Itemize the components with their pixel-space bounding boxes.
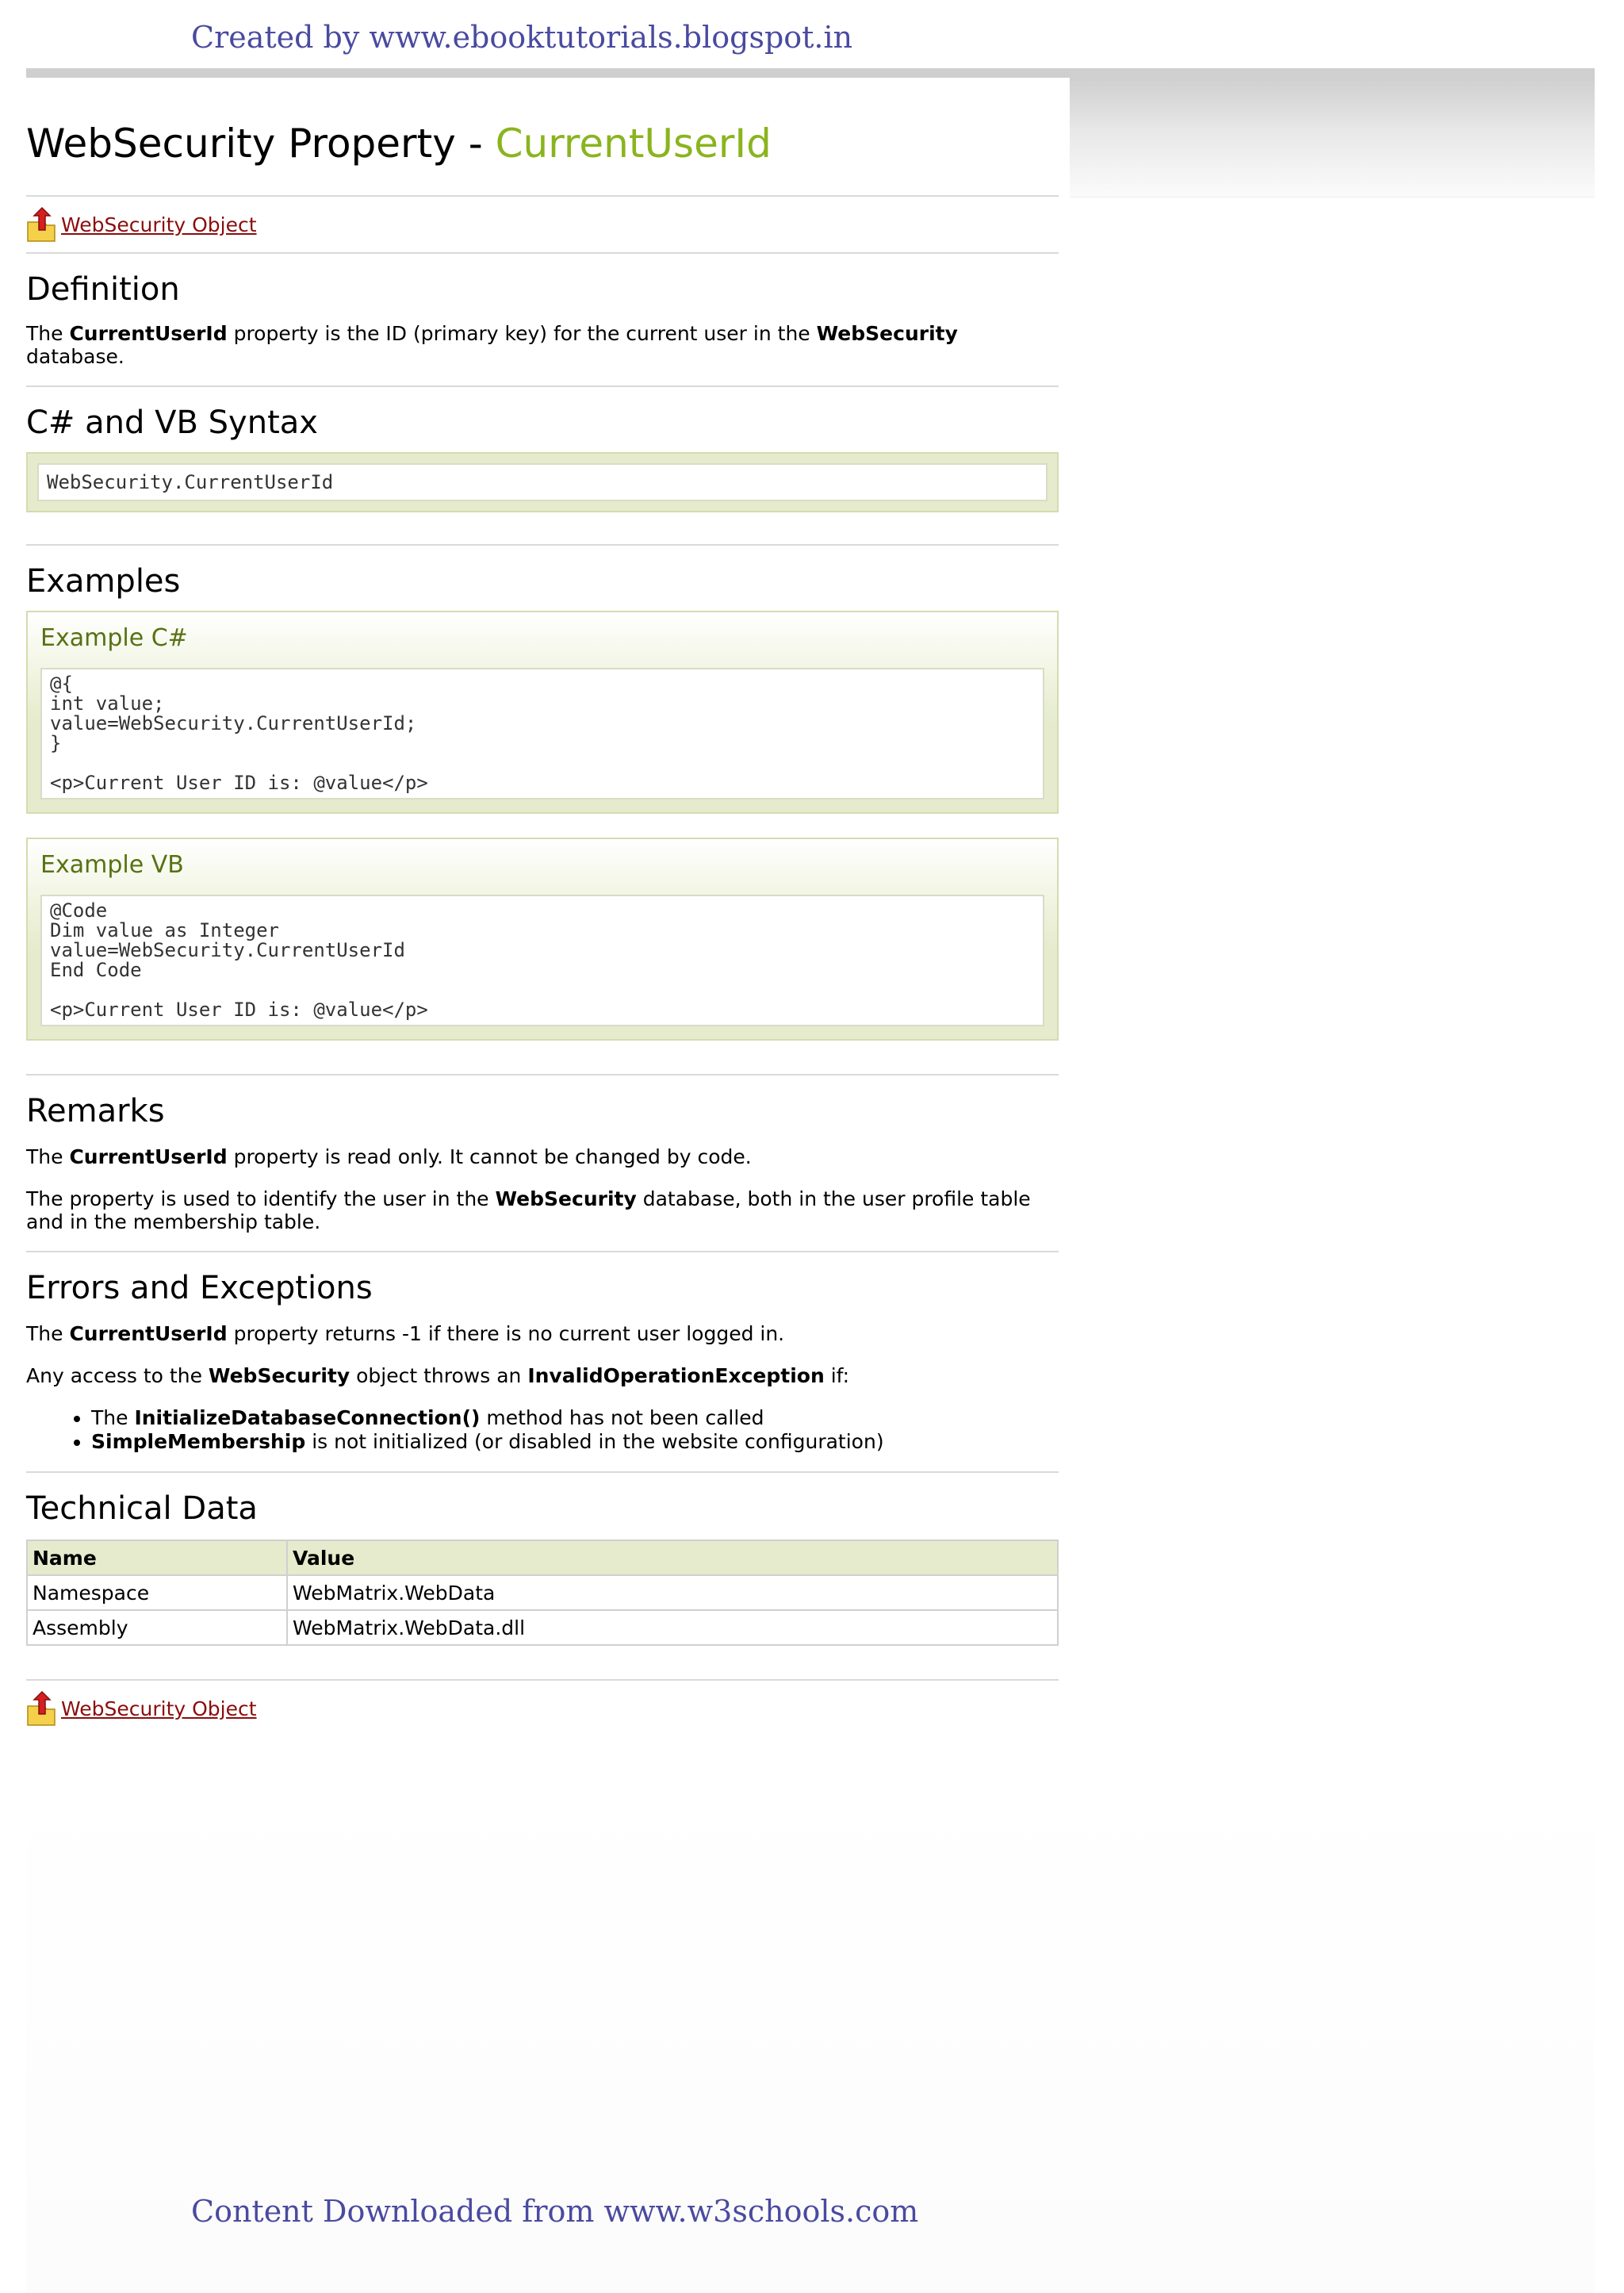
technical-section [26,1473,1059,1646]
watermark-bottom: Content Downloaded from www.w3schools.com [191,2194,919,2229]
example-vb [26,838,1059,1041]
remarks-text-2: The property is used to identify the user in the WebSecurity database, both in the user profile table and in the membership table. [26,1187,1031,1233]
definition-text: The CurrentUserId property is the ID (primary key) for the current user in the WebSecurity database. [26,322,958,368]
websecurity-object-link[interactable]: WebSecurity Object [61,213,257,236]
column-header-name: Name [27,1540,287,1575]
errors-text-1: The CurrentUserId property returns -1 if there is no current user logged in. [26,1322,785,1345]
syntax-section [26,387,1059,512]
errors-heading: Errors and Exceptions [26,1270,373,1306]
table-cell: Assembly [27,1610,287,1645]
right-gradient-panel [1070,78,1595,197]
page-title-accent: CurrentUserId [495,121,772,167]
definition-heading: Definition [26,271,180,308]
table-row [27,1575,1058,1610]
watermark-top: Created by www.ebooktutorials.blogspot.in [191,20,853,55]
table-cell: Namespace [27,1575,287,1610]
example-csharp-title: Example C# [40,624,188,652]
top-bar [26,68,1595,78]
table-row [27,1610,1058,1645]
technical-table [26,1540,1059,1646]
example-csharp-code: @{ int value; value=WebSecurity.CurrentUserId; } <p>Current User ID is: @value</p> [40,668,1044,799]
examples-section [26,546,1059,1041]
remarks-section [26,1076,1059,1233]
table-cell: WebMatrix.WebData.dll [287,1610,1058,1645]
nav-link-top[interactable] [26,197,1059,252]
example-vb-title: Example VB [40,851,184,879]
main-content [26,78,1059,1736]
example-vb-code: @Code Dim value as Integer value=WebSecurity.CurrentUserId End Code <p>Current User ID is: @value</p> [40,895,1044,1026]
column-header-value: Value [287,1540,1058,1575]
remarks-heading: Remarks [26,1093,165,1129]
page-title: WebSecurity Property - CurrentUserId [26,121,772,167]
definition-section [26,254,1059,368]
examples-heading: Examples [26,563,181,600]
list-item: • SimpleMembership is not initialized (or disabled in the website configuration) [91,1430,1059,1454]
nav-link-bottom[interactable] [26,1681,1059,1736]
folder-up-icon [26,206,56,243]
syntax-heading: C# and VB Syntax [26,405,318,441]
table-header-row [27,1540,1058,1575]
syntax-box [26,452,1059,512]
remarks-text-1: The CurrentUserId property is read only. It cannot be changed by code. [26,1145,752,1168]
errors-section [26,1252,1059,1454]
errors-text-2: Any access to the WebSecurity object throws an InvalidOperationException if: [26,1364,850,1387]
errors-list [26,1406,1059,1454]
table-cell: WebMatrix.WebData [287,1575,1058,1610]
list-item: • The InitializeDatabaseConnection() method has not been called [91,1406,1059,1430]
websecurity-object-link[interactable]: WebSecurity Object [61,1697,257,1720]
syntax-code: WebSecurity.CurrentUserId [37,463,1048,501]
example-csharp [26,611,1059,814]
folder-up-icon [26,1690,56,1727]
technical-heading: Technical Data [26,1490,258,1527]
